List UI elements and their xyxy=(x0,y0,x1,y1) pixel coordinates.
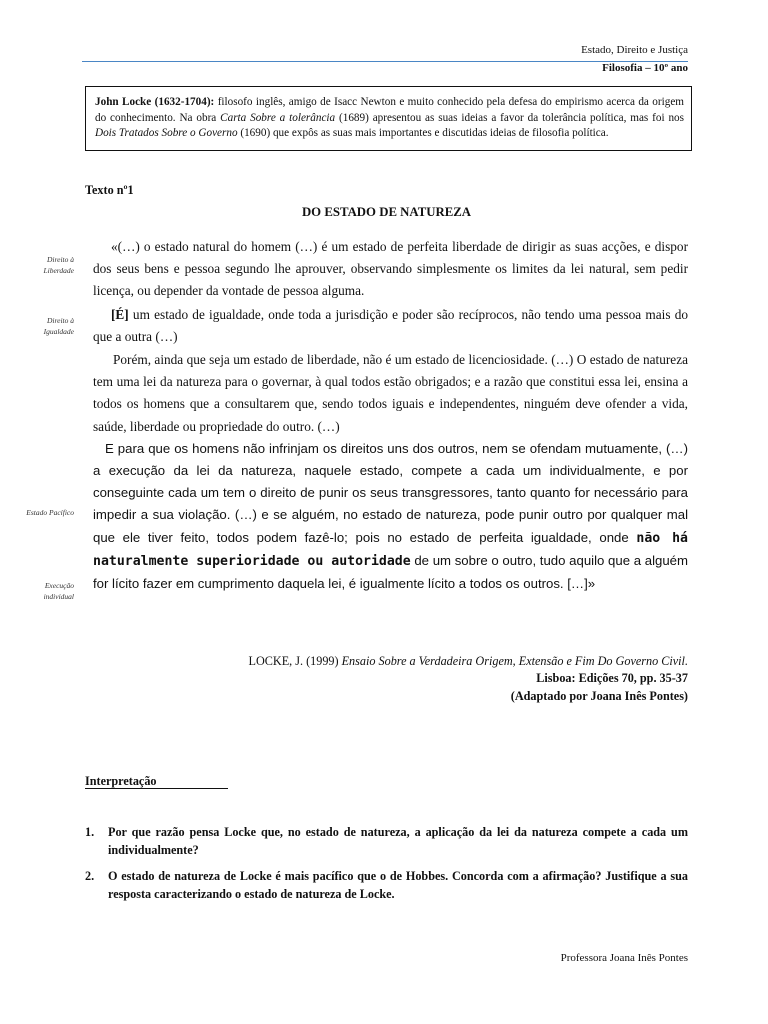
header-subject: Estado, Direito e Justiça xyxy=(581,44,688,56)
question-1 xyxy=(85,823,688,859)
margin-note-execution: Execução individual xyxy=(43,581,74,601)
text-title: DO ESTADO DE NATUREZA xyxy=(301,205,472,219)
question-1-number: 1. xyxy=(85,825,95,839)
margin-note-peaceful: Estado Pacífico xyxy=(26,508,74,517)
question-2-text: O estado de natureza de Locke é mais pacífico que o de Hobbes. Concorda com a afirmação? Justifique a sua resposta caracterizando o estado de natureza de Locke. xyxy=(108,869,688,901)
bio-part1: filosofo inglês, amigo de Isacc Newton e muito conhecido pela defesa do empirismo acerca da origem do conhecimento. Na obra xyxy=(95,96,684,124)
bio-work2: Dois Tratados Sobre o Governo xyxy=(95,127,238,139)
reference-adapted: (Adaptado por Joana Inês Pontes) xyxy=(510,689,688,703)
reference-title: Ensaio Sobre a Verdadeira Origem, Extensão e Fim Do Governo Civil. xyxy=(338,654,688,668)
interpretation-heading: Interpretação xyxy=(85,774,228,789)
header-divider xyxy=(82,61,688,62)
paragraph-2-start: [É] xyxy=(111,306,129,322)
margin-note-liberty: Direito à Liberdade xyxy=(43,255,74,275)
bio-box xyxy=(85,86,692,151)
question-1-text: Por que razão pensa Locke que, no estado de natureza, a aplicação da lei da natureza compete a cada um individualmente? xyxy=(108,825,688,857)
question-2-number: 2. xyxy=(85,869,95,883)
paragraph-1: «(…) o estado natural do homem (…) é um estado de perfeita liberdade de dirigir as suas acções, e dispor dos seus bens e pessoa segundo lhe aprouver, observando simplesmente os limites da lei natural, sem pedir licença, ou depender da vontade de pessoa alguma. xyxy=(93,239,688,299)
paragraph-2 xyxy=(93,304,688,348)
bio-work1: Carta Sobre a tolerância xyxy=(220,111,336,124)
paragraph-4-bold: não há naturalmente superioridade ou autoridade xyxy=(93,530,688,569)
bio-part3: (1690) que expôs as suas mais importantes e discutidas ideias de filosofia política. xyxy=(237,127,609,139)
question-2 xyxy=(85,867,688,903)
header-class: Filosofia – 10º ano xyxy=(602,62,688,74)
paragraph-4-b: de um sobre o outro, tudo aquilo que a alguém for lícito fazer em cumprimento daquela lei, é igualmente lícito a todos os outros. […]» xyxy=(93,552,688,592)
reference-publisher: Lisboa: Edições 70, pp. 35-37 xyxy=(536,671,688,685)
paragraph-4 xyxy=(93,438,688,595)
reference-author: LOCKE, J. (1999) xyxy=(248,654,339,668)
main-text xyxy=(93,236,688,595)
margin-note-equality: Direito à Igualdade xyxy=(43,316,74,336)
paragraph-2-rest: um estado de igualdade, onde toda a jurisdição e poder são recíprocos, não tendo uma pessoa mais do que a outra (…) xyxy=(93,306,688,344)
paragraph-4-a: E para que os homens não infrinjam os direitos uns dos outros, nem se ofendam mutuamente, (…) a execução da lei da natureza, naquele estado, compete a cada um individualmente, e por conseguinte cada um tem o direito de punir os seus transgressores, tanto quanto for necessário para impedir a sua violação. (…) e se alguém, no estado de natureza, pode punir outro por qualquer mal que ele tiver feito, todos podem fazê-lo; pois no estado de perfeita igualdade, onde xyxy=(93,440,688,545)
bio-part2: (1689) apresentou as suas ideias a favor da tolerância política, mas foi nos xyxy=(335,111,684,124)
bio-name: John Locke (1632-1704): xyxy=(95,96,215,108)
footer-teacher: Professora Joana Inês Pontes xyxy=(560,952,688,964)
paragraph-3: Porém, ainda que seja um estado de liberdade, não é um estado de licenciosidade. (…) O estado de natureza tem uma lei da natureza para o governar, à qual todos estão obrigados; e a razão que constitui essa lei, ensina a todos os homens que a consultarem que, sendo todos iguais e independentes, ninguém deve ofender a vida, saúde, liberdade ou propriedade do outro. (…) xyxy=(93,352,688,434)
text-label: Texto nº1 xyxy=(85,183,134,197)
reference-line-1 xyxy=(249,653,688,671)
